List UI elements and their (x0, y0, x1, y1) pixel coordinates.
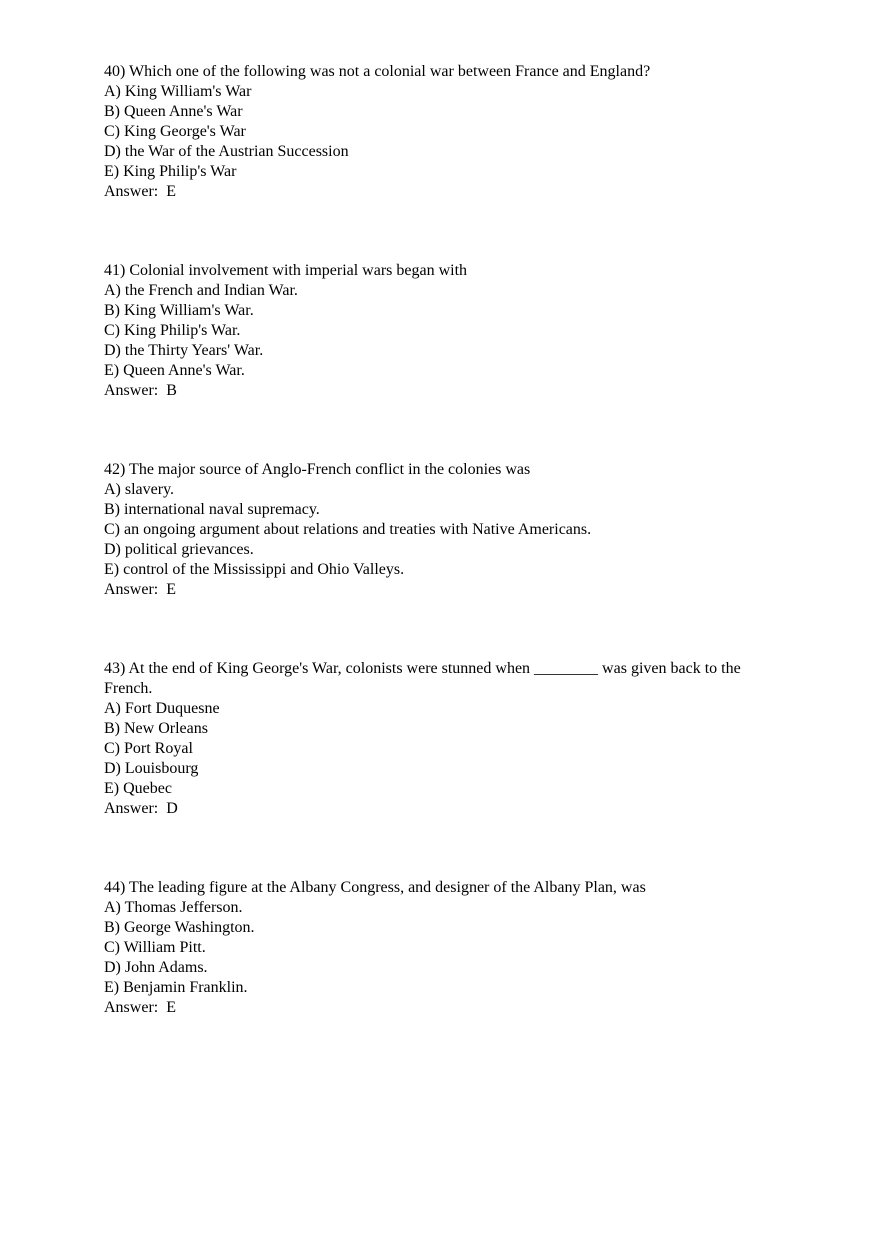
answer-key: Answer: D (104, 800, 178, 817)
option-c: C) King George's War (104, 123, 246, 140)
question-41 (104, 261, 784, 401)
question-text: 41) Colonial involvement with imperial wars began with (104, 262, 468, 279)
option-a: A) Fort Duquesne (104, 700, 220, 717)
option-b: B) international naval supremacy. (104, 501, 320, 518)
option-e: E) Benjamin Franklin. (104, 979, 248, 996)
option-d: D) the War of the Austrian Succession (104, 143, 349, 160)
option-d: D) John Adams. (104, 959, 208, 976)
question-text: 42) The major source of Anglo-French conflict in the colonies was (104, 461, 531, 478)
option-e: E) control of the Mississippi and Ohio Valleys. (104, 561, 405, 578)
option-c: C) Port Royal (104, 740, 193, 757)
option-d: D) political grievances. (104, 541, 254, 558)
option-a: A) the French and Indian War. (104, 282, 298, 299)
question-43 (104, 659, 784, 819)
option-b: B) New Orleans (104, 720, 208, 737)
question-text: 44) The leading figure at the Albany Congress, and designer of the Albany Plan, was (104, 879, 646, 896)
option-c: C) an ongoing argument about relations and treaties with Native Americans. (104, 521, 592, 538)
option-c: C) William Pitt. (104, 939, 206, 956)
option-b: B) Queen Anne's War (104, 103, 243, 120)
option-d: D) Louisbourg (104, 760, 199, 777)
question-40 (104, 62, 784, 202)
answer-key: Answer: E (104, 183, 176, 200)
option-e: E) Queen Anne's War. (104, 362, 245, 379)
option-c: C) King Philip's War. (104, 322, 241, 339)
option-e: E) Quebec (104, 780, 172, 797)
option-d: D) the Thirty Years' War. (104, 342, 264, 359)
option-e: E) King Philip's War (104, 163, 237, 180)
option-a: A) slavery. (104, 481, 175, 498)
answer-key: Answer: E (104, 999, 176, 1016)
option-b: B) King William's War. (104, 302, 254, 319)
question-44 (104, 878, 784, 1018)
question-text: 40) Which one of the following was not a colonial war between France and England? (104, 63, 651, 80)
question-text: 43) At the end of King George's War, colonists were stunned when ________ was given back to the French. (104, 660, 741, 697)
question-42 (104, 460, 784, 600)
option-a: A) King William's War (104, 83, 252, 100)
question-list (104, 62, 784, 1077)
option-a: A) Thomas Jefferson. (104, 899, 243, 916)
answer-key: Answer: B (104, 382, 177, 399)
option-b: B) George Washington. (104, 919, 255, 936)
answer-key: Answer: E (104, 581, 176, 598)
